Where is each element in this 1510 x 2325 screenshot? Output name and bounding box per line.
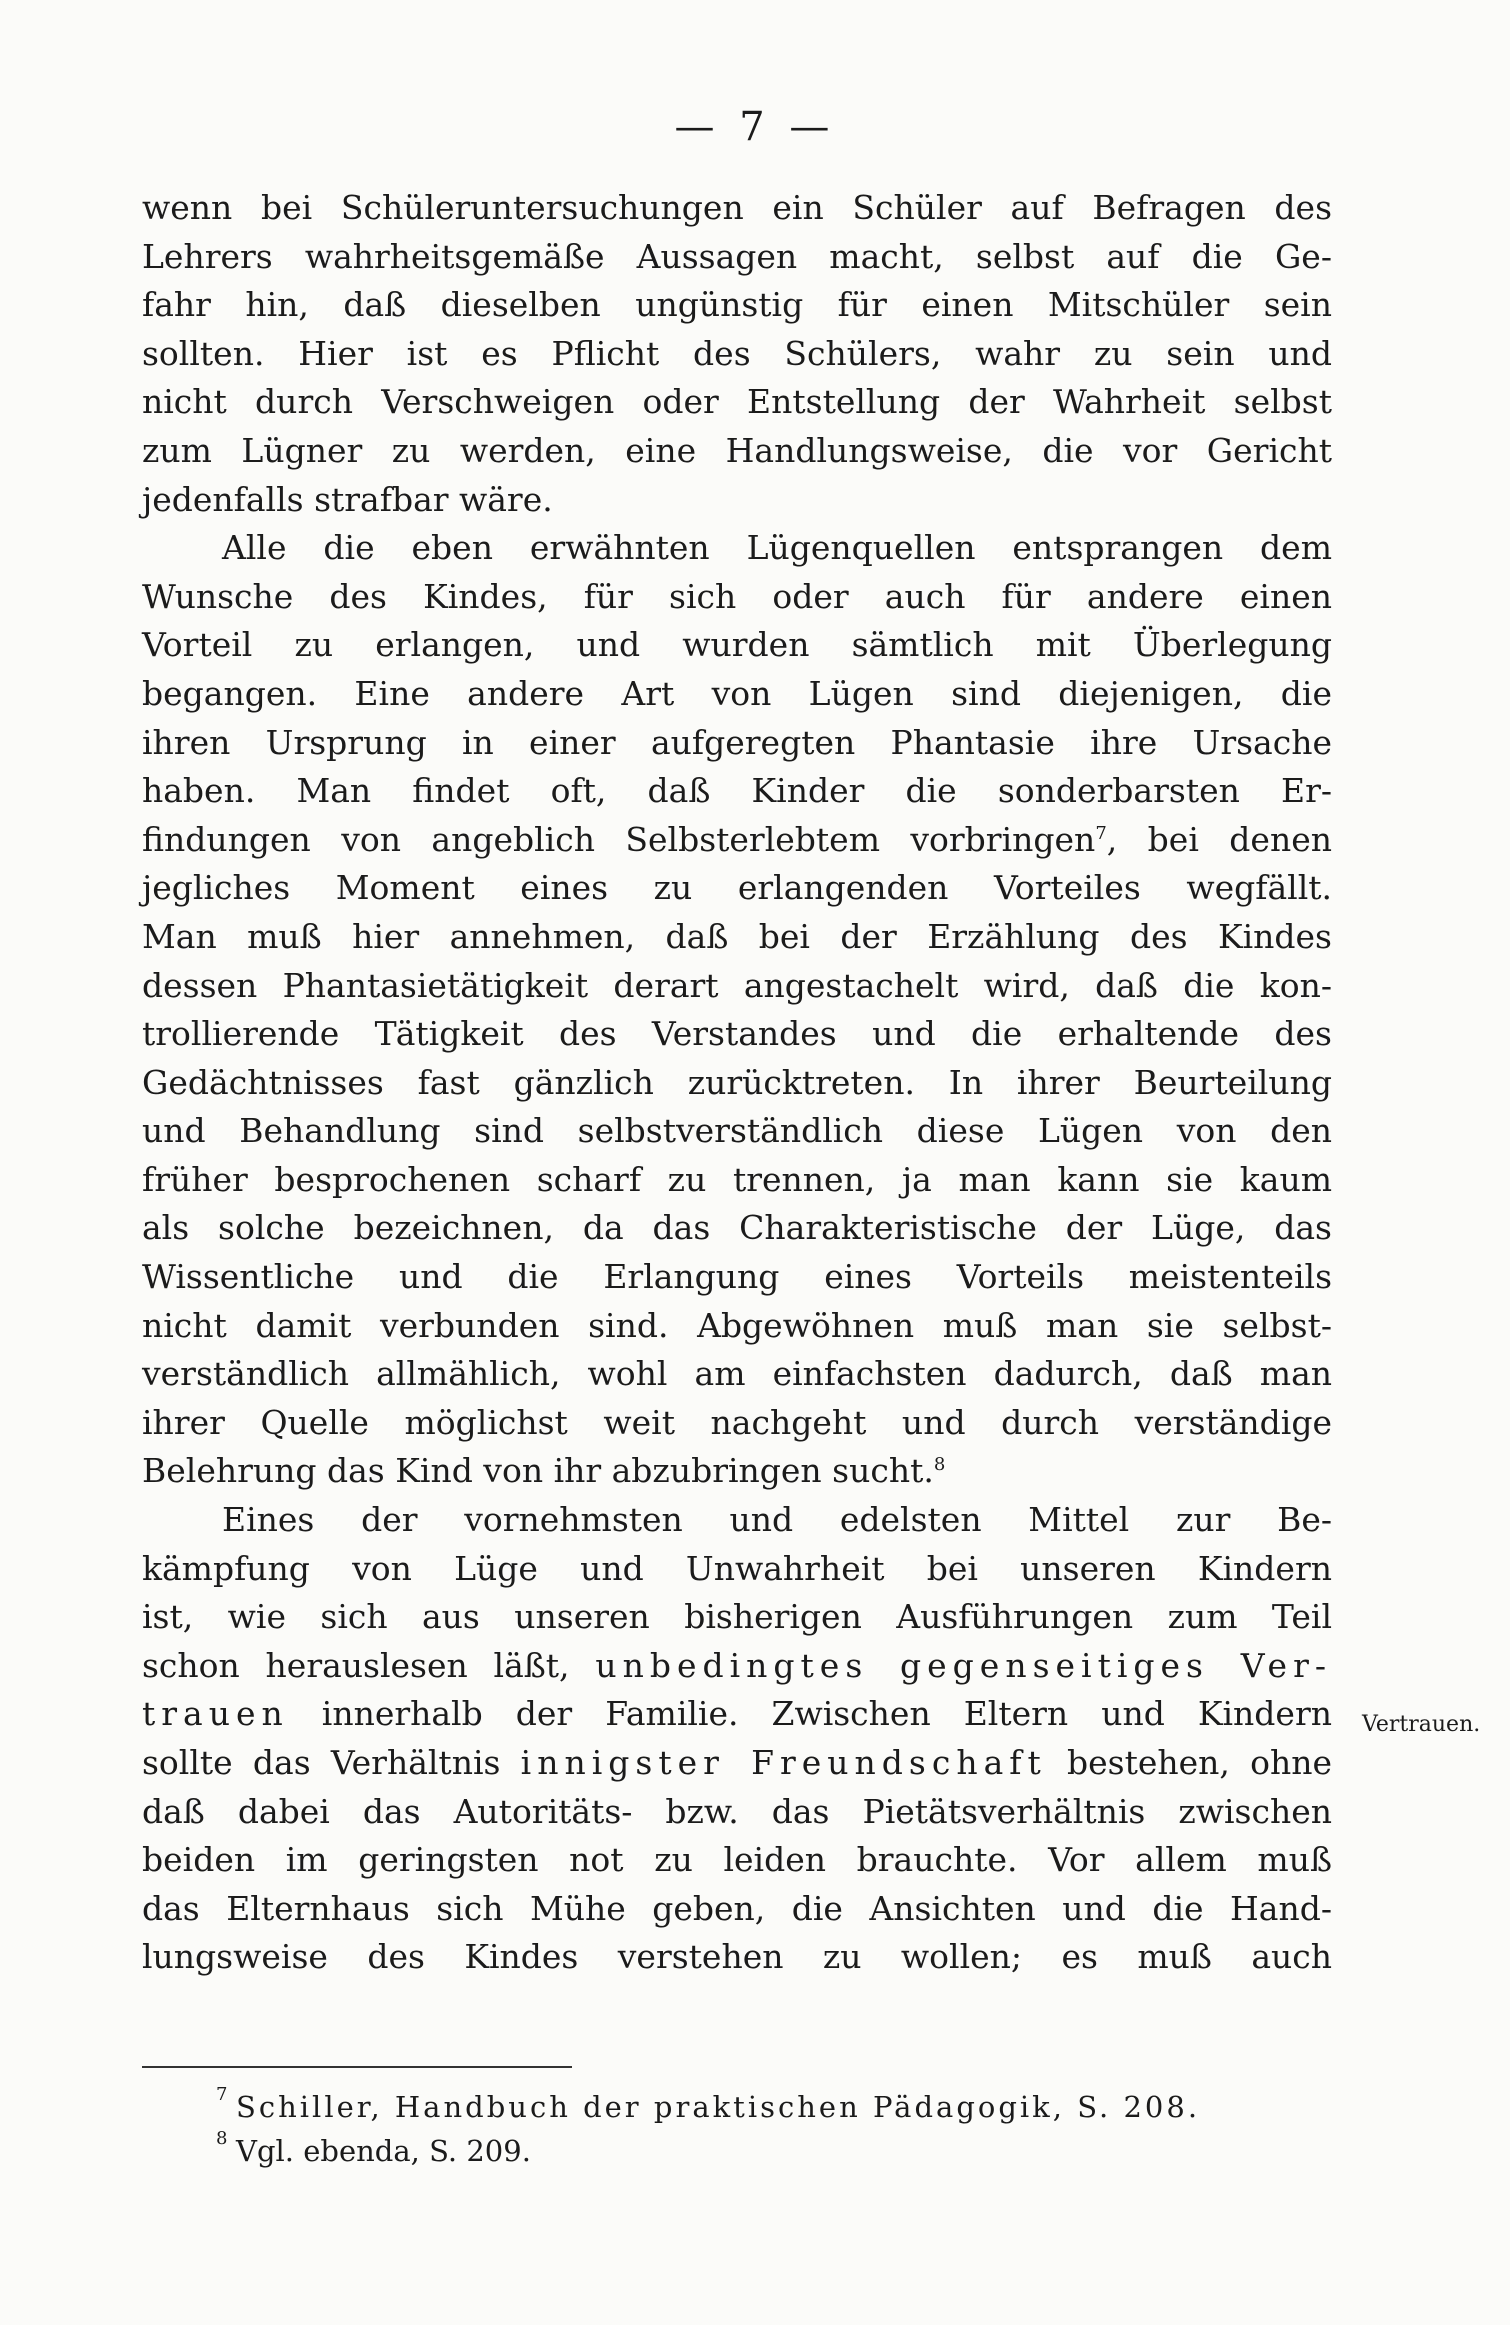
text-line: Wunsche des Kindes, für sich oder auch für andere einen: [142, 576, 1332, 616]
text-line: zum Lügner zu werden, eine Handlungsweise, die vor Gericht: [142, 430, 1332, 470]
text-segment: innerhalb der Familie. Zwischen Eltern und Kindern: [321, 1694, 1332, 1734]
text-line: daß dabei das Autoritäts- bzw. das Pietätsverhältnis zwischen: [142, 1791, 1332, 1831]
text-line: Wissentliche und die Erlangung eines Vorteils meistenteils: [142, 1257, 1332, 1297]
text-line: trollierende Tätigkeit des Verstandes und die erhaltende des: [142, 1014, 1332, 1054]
text-line: nicht durch Verschweigen oder Entstellung der Wahrheit selbst: [142, 382, 1332, 422]
footnote-text: Vgl. ebenda, S. 209.: [236, 2134, 531, 2168]
text-line: Eines der vornehmsten und edelsten Mittel zur Be-: [222, 1500, 1332, 1540]
text-line: [142, 816, 1332, 865]
text-line: [142, 1690, 1332, 1739]
text-line: kämpfung von Lüge und Unwahrheit bei unseren Kindern: [142, 1548, 1332, 1588]
text-line: jedenfalls strafbar wäre.: [142, 479, 553, 519]
text-line: lungsweise des Kindes verstehen zu wollen; es muß auch: [142, 1937, 1332, 1977]
text-line: [142, 1642, 1332, 1691]
text-segment: , bei denen: [1106, 819, 1332, 859]
text-line: begangen. Eine andere Art von Lügen sind diejenigen, die: [142, 673, 1332, 713]
page-number: — 7 —: [674, 104, 836, 150]
footnote-ref: 7: [1095, 822, 1107, 844]
footnote: [216, 2128, 531, 2168]
text-segment: bestehen, ohne: [1066, 1743, 1332, 1782]
footnote-number: 7: [216, 2084, 231, 2105]
text-line: fahr hin, daß dieselben ungünstig für einen Mitschüler sein: [142, 285, 1332, 325]
text-line: haben. Man findet oft, daß Kinder die sonderbarsten Er-: [142, 771, 1332, 811]
text-line: Lehrers wahrheitsgemäße Aussagen macht, selbst auf die Ge-: [142, 236, 1332, 276]
text-line: als solche bezeichnen, da das Charakteristische der Lüge, das: [142, 1208, 1332, 1248]
footnote-ref: 8: [933, 1454, 946, 1476]
text-segment: sollte das Verhältnis: [142, 1743, 501, 1782]
text-segment: findungen von angeblich Selbsterlebtem vorbringen: [142, 819, 1096, 859]
text-line: wenn bei Schüleruntersuchungen ein Schüler auf Befragen des: [142, 188, 1332, 227]
text-line: [142, 1447, 1332, 1496]
emphasis-text: trauen: [142, 1694, 289, 1734]
text-line: ist, wie sich aus unseren bisherigen Ausführungen zum Teil: [142, 1597, 1332, 1637]
text-line: ihrer Quelle möglichst weit nachgeht und durch verständige: [142, 1402, 1332, 1442]
text-segment: schon herauslesen läßt,: [142, 1645, 570, 1685]
text-line: jegliches Moment eines zu erlangenden Vorteiles wegfällt.: [142, 868, 1332, 908]
text-line: das Elternhaus sich Mühe geben, die Ansichten und die Hand-: [142, 1888, 1332, 1928]
text-line: sollten. Hier ist es Pflicht des Schülers, wahr zu sein und: [142, 333, 1332, 373]
text-line: verständlich allmählich, wohl am einfachsten dadurch, daß man: [142, 1354, 1332, 1394]
text-line: und Behandlung sind selbstverständlich diese Lügen von den: [142, 1111, 1332, 1151]
text-line: dessen Phantasietätigkeit derart angestachelt wird, daß die kon-: [142, 965, 1332, 1005]
text-line: Gedächtnisses fast gänzlich zurücktreten. In ihrer Beurteilung: [142, 1062, 1332, 1102]
text-line: Alle die eben erwähnten Lügenquellen entsprangen dem: [222, 528, 1332, 568]
text-line: beiden im geringsten not zu leiden brauchte. Vor allem muß: [142, 1840, 1332, 1880]
text-line: [142, 1739, 1332, 1788]
footnote-divider: [142, 2066, 572, 2068]
footnote-number: 8: [216, 2128, 228, 2149]
footnote-text: Schiller, Handbuch der praktischen Pädagogik, S. 208.: [236, 2090, 1201, 2124]
text-line: früher besprochenen scharf zu trennen, ja man kann sie kaum: [142, 1159, 1332, 1199]
text-line: Man muß hier annehmen, daß bei der Erzählung des Kindes: [142, 916, 1332, 956]
margin-note: Vertrauen.: [1362, 1712, 1481, 1737]
text-line: Vorteil zu erlangen, und wurden sämtlich mit Überlegung: [142, 625, 1332, 665]
text-line: nicht damit verbunden sind. Abgewöhnen muß man sie selbst-: [142, 1305, 1332, 1345]
body-text: [142, 184, 1332, 1982]
emphasis-text: unbedingtes gegenseitiges Ver-: [595, 1645, 1333, 1685]
footnote: [216, 2084, 1201, 2124]
text-line: ihren Ursprung in einer aufgeregten Phantasie ihre Ursache: [142, 722, 1332, 762]
text-segment: Belehrung das Kind von ihr abzubringen sucht.: [142, 1451, 934, 1491]
emphasis-text: innigster Freundschaft: [520, 1743, 1047, 1782]
